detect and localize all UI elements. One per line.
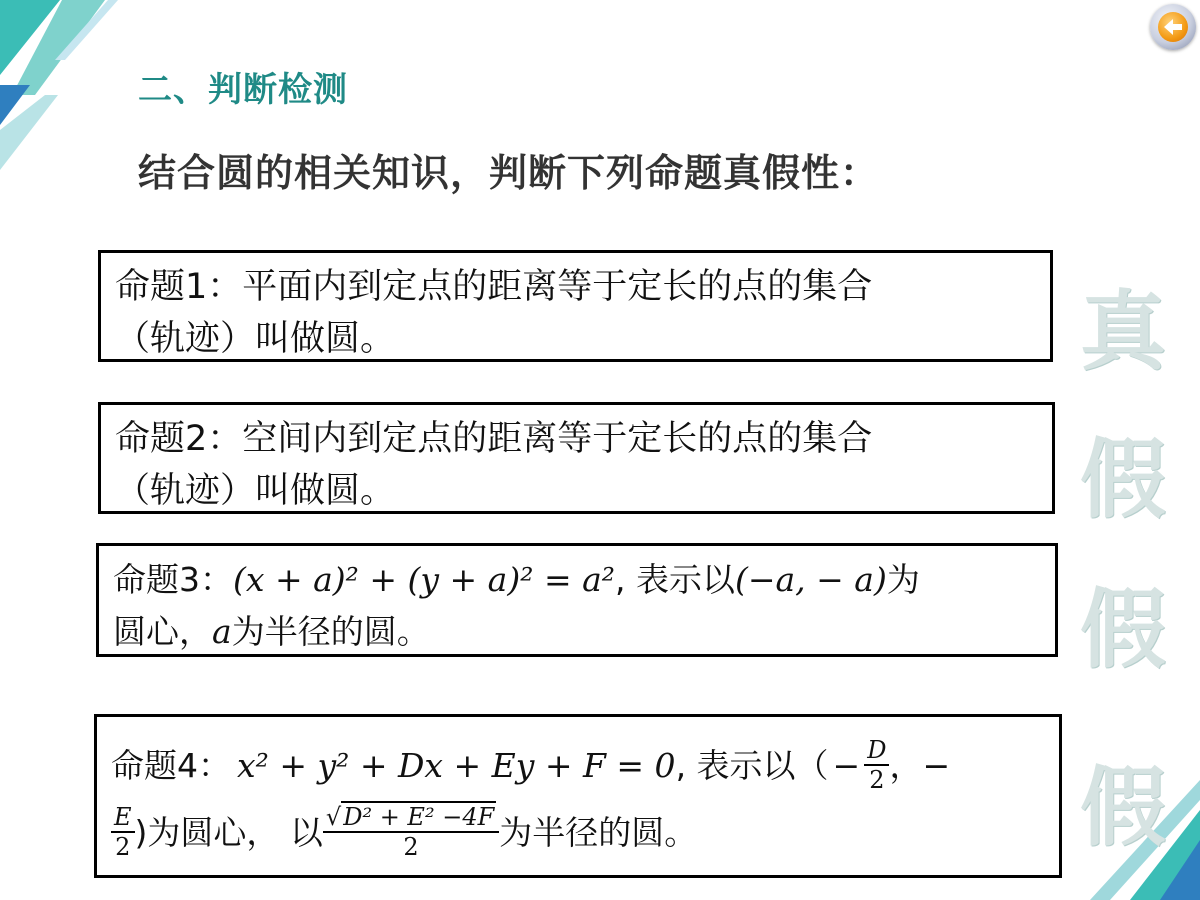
proposition-4-prefix: 命题4： — [111, 745, 231, 785]
proposition-4-line-1 — [111, 733, 1045, 797]
proposition-1-line-1: 命题1：平面内到定点的距离等于定长的点的集合 — [115, 267, 873, 307]
proposition-3-mid-text: , 表示以 — [614, 560, 735, 599]
back-button[interactable] — [1150, 4, 1196, 50]
answer-1: 真 — [1080, 281, 1166, 382]
answer-2: 假 — [1080, 429, 1166, 530]
proposition-3-box — [96, 543, 1058, 657]
proposition-3-tail-text: 为 — [886, 560, 920, 599]
fraction-d-over-2: $\frac{D}{2}$ — [864, 738, 889, 792]
proposition-4-box — [94, 714, 1062, 878]
proposition-3-radius: a — [212, 612, 232, 651]
proposition-2-line-1: 命题2：空间内到定点的距离等于定长的点的集合 — [115, 419, 873, 459]
corner-decoration-top-left — [0, 0, 160, 170]
proposition-4-equation: x² + y² + Dx + Ey + F = 0 — [237, 745, 676, 785]
proposition-2-box — [98, 402, 1055, 514]
proposition-4-line-2 — [111, 797, 1045, 867]
proposition-1-line-2: （轨迹）叫做圆。 — [115, 319, 396, 359]
proposition-2-line-2: （轨迹）叫做圆。 — [115, 471, 396, 511]
radius-fraction: $\frac{\text{√D² + E² −4F}}{2}$ — [323, 805, 499, 859]
proposition-4-neg-sign: − — [832, 745, 861, 785]
proposition-1-box — [98, 250, 1053, 362]
proposition-4-line2-text: )为圆心， 以 — [134, 812, 323, 852]
proposition-3-line-2 — [113, 606, 1041, 658]
fraction-e-over-2: $\frac{E}{2}$ — [111, 805, 135, 859]
back-arrow-icon — [1156, 10, 1190, 44]
answer-4: 假 — [1080, 757, 1166, 858]
section-title: 二、判断检测 — [138, 70, 348, 110]
proposition-4-separator: ，− — [889, 745, 951, 785]
proposition-3-equation: (x + a)² + (y + a)² = a² — [233, 560, 615, 599]
proposition-3-line2-text: 圆心， — [113, 612, 212, 651]
answer-3: 假 — [1080, 579, 1166, 680]
proposition-3-line2-end: 为半径的圆。 — [231, 612, 430, 651]
proposition-4-mid-text: , 表示以（ — [675, 745, 829, 785]
instruction-text: 结合圆的相关知识，判断下列命题真假性： — [138, 151, 880, 195]
sqrt-expression: D² + E² −4F — [343, 803, 495, 831]
proposition-4-line2-end: 为半径的圆。 — [499, 812, 698, 852]
proposition-3-center: (−a, − a) — [734, 560, 887, 599]
proposition-3-line-1 — [113, 554, 1041, 606]
proposition-3-prefix: 命题3： — [113, 560, 233, 599]
